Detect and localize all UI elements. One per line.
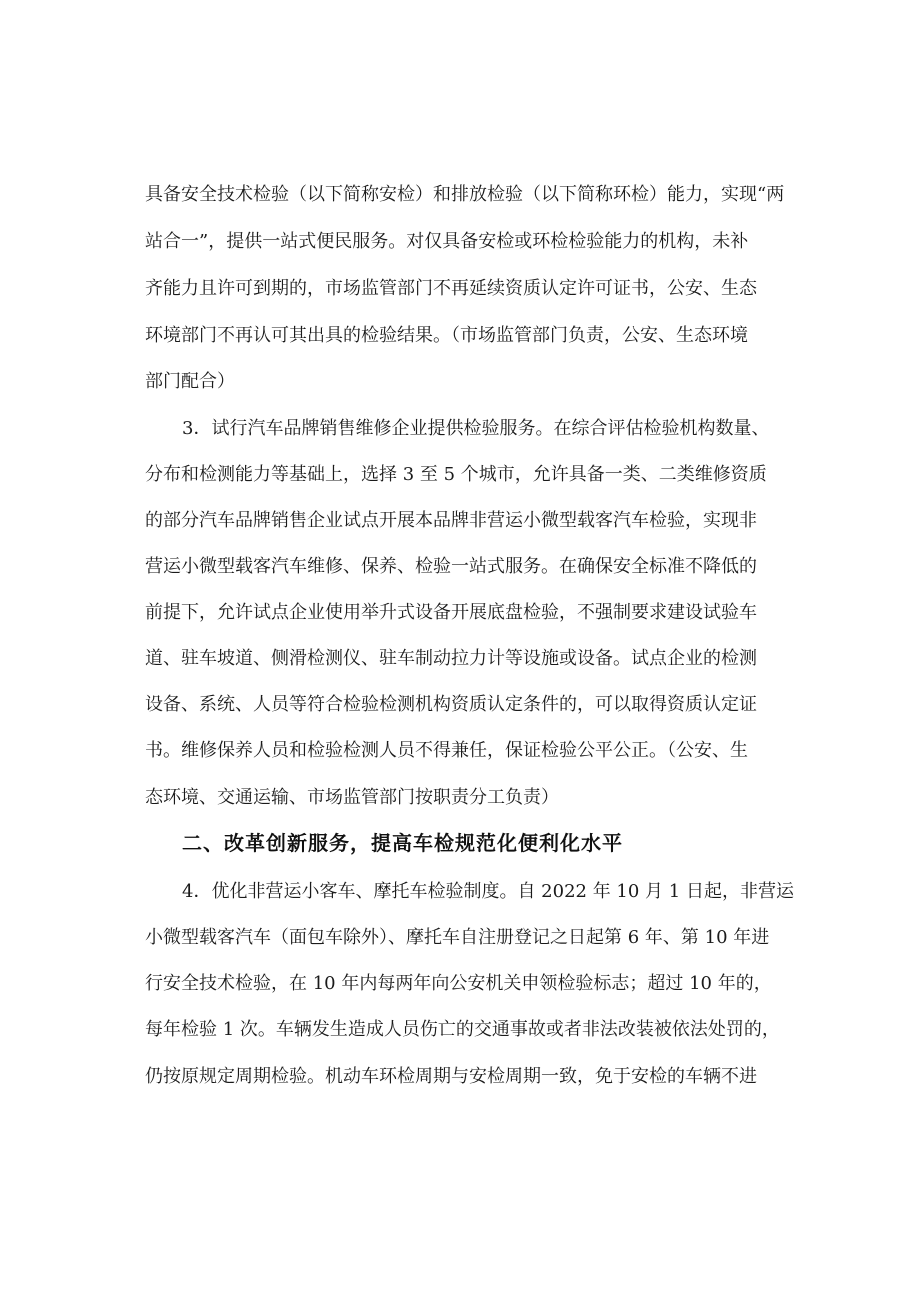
text-line-11: 道、驻车坡道、侧滑检测仪、驻车制动拉力计等设施或设备。试点企业的检测 <box>145 648 757 669</box>
text-line-8: 的部分汽车品牌销售企业试点开展本品牌非营运小微型载客汽车检验，实现非 <box>145 510 757 531</box>
text-line-13: 书。维修保养人员和检验检测人员不得兼任，保证检验公平公正。（公安、生 <box>145 740 748 761</box>
text-line-17: 小微型载客汽车（面包车除外）、摩托车自注册登记之日起第 6 年、第 10 年进 <box>145 927 770 948</box>
text-line-3: 齐能力且许可到期的，市场监管部门不再延续资质认定许可证书，公安、生态 <box>145 278 757 299</box>
text-line-12: 设备、系统、人员等符合检验检测机构资质认定条件的，可以取得资质认定证 <box>145 694 757 715</box>
text-line-10: 前提下，允许试点企业使用举升式设备开展底盘检验，不强制要求建设试验车 <box>145 602 757 623</box>
text-line-2: 站合一”，提供一站式便民服务。对仅具备安检或环检检验能力的机构，未补 <box>145 231 749 252</box>
text-line-20: 仍按原规定周期检验。机动车环检周期与安检周期一致，免于安检的车辆不进 <box>145 1066 757 1087</box>
text-line-5: 部门配合） <box>145 371 235 392</box>
paragraph-3-start: 3．试行汽车品牌销售维修企业提供检验服务。在综合评估检验机构数量、 <box>182 418 770 439</box>
section-heading: 二、改革创新服务，提高车检规范化便利化水平 <box>182 831 623 855</box>
paragraph-4-start: 4．优化非营运小客车、摩托车检验制度。自 2022 年 10 月 1 日起，非营运 <box>182 881 794 902</box>
text-line-1: 具备安全技术检验（以下简称安检）和排放检验（以下简称环检）能力，实现“两 <box>145 184 785 205</box>
text-line-14: 态环境、交通运输、市场监管部门按职责分工负责） <box>145 787 559 808</box>
text-line-9: 营运小微型载客汽车维修、保养、检验一站式服务。在确保安全标准不降低的 <box>145 556 757 577</box>
text-line-7: 分布和检测能力等基础上，选择 3 至 5 个城市，允许具备一类、二类维修资质 <box>145 464 767 485</box>
text-line-18: 行安全技术检验，在 10 年内每两年向公安机关申领检验标志；超过 10 年的， <box>145 973 772 994</box>
text-line-4: 环境部门不再认可其出具的检验结果。（市场监管部门负责，公安、生态环境 <box>145 325 748 346</box>
text-line-19: 每年检验 1 次。车辆发生造成人员伤亡的交通事故或者非法改装被依法处罚的， <box>145 1019 780 1040</box>
